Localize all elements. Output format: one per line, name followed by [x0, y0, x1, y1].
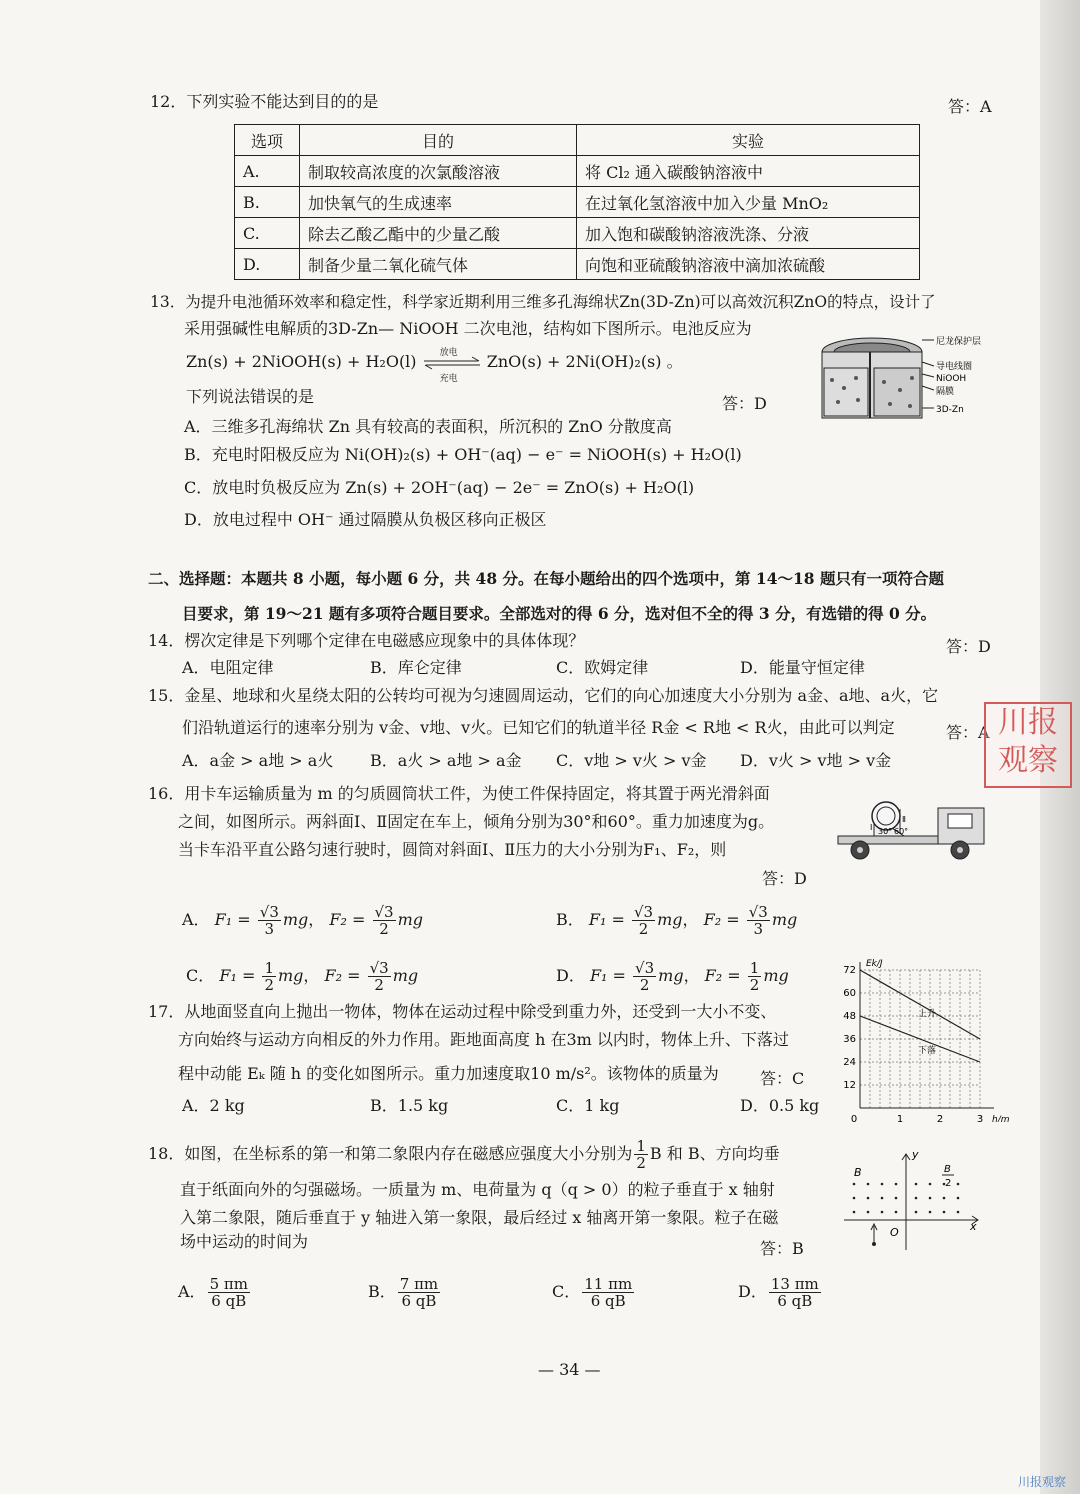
- table-cell: B.: [235, 187, 300, 218]
- fraction: [208, 1276, 250, 1309]
- reaction-left: Zn(s) + 2NiOOH(s) + H₂O(l): [186, 352, 417, 371]
- f1-label: F₁ =: [219, 966, 256, 985]
- denominator: 6 qB: [590, 1292, 626, 1310]
- q16-option-a: A． F₁ = $\frac{√3}{3}$ mg， F₂ = $\frac{√3}{2}$ mg: [182, 903, 424, 938]
- q13-answer: 答：D: [722, 394, 767, 413]
- denominator: 6 qB: [777, 1292, 813, 1310]
- arrow-top-label: 放电: [439, 347, 458, 358]
- q14-option-b: B．库仑定律: [370, 658, 462, 677]
- slope-label: Ⅱ: [902, 815, 906, 824]
- option-label: D．: [738, 1282, 767, 1301]
- figure-label: 导电线圈: [936, 362, 973, 372]
- mg: mg: [278, 966, 304, 985]
- fraction: [769, 1276, 821, 1309]
- fraction: [398, 1276, 440, 1309]
- option-label: A．: [178, 1282, 206, 1301]
- x-tick-label: 0: [850, 1114, 858, 1122]
- q15-line2: 们沿轨道运行的速率分别为 v金、v地、v火。已知它们的轨道半径 R金 < R地 < R火，由此可以判定: [182, 718, 895, 737]
- q12-stem: 12．下列实验不能达到目的的是: [150, 92, 379, 111]
- fraction: [633, 960, 656, 993]
- table-header: 实验: [577, 125, 920, 156]
- origin-label: O: [890, 1226, 899, 1239]
- f1-label: F₁ =: [589, 966, 626, 985]
- fraction: [747, 904, 770, 937]
- angle-label: 60°: [894, 827, 909, 836]
- stamp-line: 川报: [998, 705, 1058, 740]
- figure-label: 隔膜: [936, 387, 955, 397]
- mg: mg: [392, 966, 419, 985]
- axis-x-label: x: [970, 1220, 977, 1233]
- field-label-b: B: [854, 1166, 862, 1179]
- option-label: C．: [552, 1282, 581, 1301]
- q18-option-d: [738, 1270, 823, 1314]
- fraction: [368, 960, 391, 993]
- q18-answer: 答：B: [760, 1239, 804, 1258]
- denominator: 2: [638, 920, 649, 938]
- reaction-right: ZnO(s) + 2Ni(OH)₂(s) 。: [486, 352, 683, 371]
- mg: mg: [397, 910, 424, 929]
- figure-label: NiOOH: [936, 374, 967, 384]
- stamp-line: 观察: [998, 743, 1058, 778]
- numerator: 7 πm: [399, 1275, 439, 1293]
- series-label: 上升: [918, 1009, 937, 1020]
- denominator: 2: [264, 976, 274, 994]
- f1-label: F₁ =: [214, 910, 251, 929]
- q14-answer: 答：D: [946, 637, 991, 656]
- f2-label: F₂ =: [324, 966, 361, 985]
- table-row: [235, 218, 920, 249]
- denominator: 3: [753, 920, 764, 938]
- option-label: C．: [186, 966, 215, 985]
- table-row: [235, 249, 920, 280]
- slope-label: Ⅰ: [870, 823, 873, 832]
- series-line: [860, 970, 980, 1039]
- q18-option-c: [552, 1270, 636, 1314]
- q17-option-d: D．0.5 kg: [740, 1096, 820, 1115]
- denominator: 3: [264, 920, 275, 938]
- q13-option-a: A．三维多孔海绵状 Zn 具有较高的表面积，所沉积的 ZnO 分散度高: [184, 417, 672, 436]
- q16-line3: 当卡车沿平直公路匀速行驶时，圆筒对斜面Ⅰ、Ⅱ压力的大小分别为F₁、F₂，则: [178, 840, 727, 859]
- q17-option-c: C．1 kg: [556, 1096, 620, 1115]
- y-tick-label: 72: [843, 965, 856, 976]
- q14-stem: 14．楞次定律是下列哪个定律在电磁感应现象中的具体体现？: [148, 631, 585, 650]
- numerator: √3: [374, 903, 394, 921]
- q18-option-a: [178, 1270, 252, 1314]
- q17-line2: 方向始终与运动方向相反的外力作用。距地面高度 h 在3m 以内时，物体上升、下落过: [178, 1030, 789, 1049]
- figure-label: 3D-Zn: [936, 405, 964, 415]
- figure-label: 尼龙保护层: [936, 337, 982, 347]
- mg: mg: [658, 966, 684, 985]
- battery-structure-figure: [814, 330, 994, 430]
- q17-option-b: B．1.5 kg: [370, 1096, 449, 1115]
- q16-line1: 16．用卡车运输质量为 m 的匀质圆筒状工件，为使工件保持固定，将其置于两光滑斜面: [148, 784, 770, 803]
- q18-line3: 入第二象限，随后垂直于 y 轴进入第一象限，最后经过 x 轴离开第一象限。粒子在磁: [180, 1208, 779, 1227]
- f1-label: F₁ =: [588, 910, 625, 929]
- table-cell: 制备少量二氧化硫气体: [300, 249, 577, 280]
- q18-line1-tail: B 和 B、方向均垂: [649, 1144, 780, 1163]
- q12-answer: 答：A: [948, 97, 992, 116]
- q15-option-a: A．a金 > a地 > a火: [182, 751, 334, 770]
- denominator: 2: [636, 1154, 646, 1172]
- numerator: √3: [748, 903, 768, 921]
- fraction: [262, 960, 276, 993]
- truck-figure: [834, 796, 994, 868]
- x-tick-label: 3: [976, 1114, 984, 1122]
- q18-option-b: [368, 1270, 442, 1314]
- option-label: B．: [556, 910, 584, 929]
- mg: mg: [657, 910, 683, 929]
- numerator: √3: [633, 903, 654, 921]
- q18-line1: [148, 1138, 780, 1174]
- y-axis-label: Ek/J: [866, 959, 883, 969]
- arrow-bottom-label: 充电: [439, 373, 458, 384]
- fraction: [373, 904, 396, 937]
- q14-option-c: C．欧姆定律: [556, 658, 649, 677]
- x-tick-label: 1: [896, 1114, 904, 1122]
- field-label-b-half-d: 2: [945, 1178, 952, 1189]
- q15-line1: 15．金星、地球和火星绕太阳的公转均可视为匀速圆周运动，它们的向心加速度大小分别为 a金、a地、a火，它: [148, 686, 939, 705]
- q14-option-a: A．电阻定律: [182, 658, 274, 677]
- denominator: 2: [639, 976, 650, 994]
- option-label: D．: [556, 966, 585, 985]
- q17-line3: 程中动能 Eₖ 随 h 的变化如图所示。重力加速度取10 m/s²。该物体的质量为: [178, 1064, 719, 1083]
- field-label-b-half-n: B: [944, 1164, 951, 1175]
- q13-option-c: C．放电时负极反应为 Zn(s) + 2OH⁻(aq) − 2e⁻ = ZnO(s) + H₂O(l): [184, 478, 695, 497]
- table-cell: A.: [235, 156, 300, 187]
- table-cell: 向饱和亚硫酸钠溶液中滴加浓硫酸: [577, 249, 920, 280]
- fraction: [582, 1276, 634, 1309]
- q18-line4: 场中运动的时间为: [180, 1232, 309, 1251]
- f2-label: F₂ =: [704, 966, 741, 985]
- fraction: [632, 904, 655, 937]
- mg: mg: [282, 910, 309, 929]
- q13-reaction: [186, 347, 683, 384]
- newspaper-stamp: [984, 702, 1072, 788]
- mg: mg: [763, 966, 789, 985]
- y-tick-label: 12: [843, 1080, 856, 1091]
- q17-option-a: A．2 kg: [182, 1096, 245, 1115]
- section2-line2: 目要求，第 19～21 题有多项符合题目要求。全部选对的得 6 分，选对但不全的得 3 分，有选错的得 0 分。: [182, 604, 937, 623]
- q13-line1: 13．为提升电池循环效率和稳定性，科学家近期利用三维多孔海绵状Zn(3D-Zn)可以高效沉积ZnO的特点，设计了: [150, 293, 936, 311]
- ek-h-chart: [838, 956, 1024, 1122]
- numerator: 1: [749, 959, 760, 977]
- numerator: √3: [635, 959, 655, 977]
- series-label: 下落: [918, 1046, 937, 1056]
- numerator: 11 πm: [584, 1275, 633, 1293]
- table-row: [235, 187, 920, 218]
- fraction: [634, 1138, 648, 1171]
- reversible-arrow: [422, 347, 482, 384]
- table-header: 目的: [300, 125, 577, 156]
- q18-line1-text: 18．如图，在坐标系的第一和第二象限内存在磁感应强度大小分别为: [148, 1144, 633, 1163]
- angle-label: 30°: [878, 827, 893, 836]
- denominator: 2: [379, 920, 389, 938]
- numerator: √3: [259, 903, 279, 921]
- q13-question: 下列说法错误的是: [186, 387, 315, 406]
- q13-option-b: B．充电时阳极反应为 Ni(OH)₂(s) + OH⁻(aq) − e⁻ = NiOOH(s) + H₂O(l): [184, 445, 742, 464]
- q12-table: [234, 124, 920, 280]
- x-axis-label: h/m: [992, 1115, 1010, 1122]
- fraction: [748, 960, 762, 993]
- denominator: 6 qB: [401, 1292, 437, 1310]
- y-tick-label: 36: [843, 1034, 856, 1045]
- y-tick-label: 24: [843, 1057, 856, 1068]
- table-header: 选项: [235, 125, 300, 156]
- q17-answer: 答：C: [760, 1069, 805, 1088]
- q15-option-c: C．v地 > v火 > v金: [556, 751, 707, 770]
- y-tick-label: 60: [843, 988, 856, 999]
- table-row: [235, 156, 920, 187]
- option-label: A．: [182, 910, 210, 929]
- table-cell: 除去乙酸乙酯中的少量乙酸: [300, 218, 577, 249]
- q16-line2: 之间，如图所示。两斜面Ⅰ、Ⅱ固定在车上，倾角分别为30°和60°。重力加速度为g。: [178, 812, 775, 831]
- numerator: √3: [369, 959, 389, 977]
- denominator: 2: [374, 976, 384, 994]
- mg: mg: [771, 910, 798, 929]
- y-tick-label: 48: [843, 1011, 856, 1022]
- x-tick-label: 2: [936, 1114, 944, 1122]
- table-cell: 将 Cl₂ 通入碳酸钠溶液中: [577, 156, 920, 187]
- denominator: 2: [749, 976, 760, 994]
- q16-answer: 答：D: [762, 869, 807, 888]
- table-cell: 制取较高浓度的次氯酸溶液: [300, 156, 577, 187]
- numerator: 5 πm: [209, 1275, 248, 1293]
- table-cell: 加快氧气的生成速率: [300, 187, 577, 218]
- watermark: 川报观察: [1017, 1475, 1066, 1489]
- section2-line1: 二、选择题：本题共 8 小题，每小题 6 分，共 48 分。在每小题给出的四个选项中，第 14～18 题只有一项符合题: [148, 569, 944, 588]
- q18-line2: 直于纸面向外的匀强磁场。一质量为 m、电荷量为 q（q > 0）的粒子垂直于 x 轴射: [180, 1180, 775, 1199]
- table-cell: C.: [235, 218, 300, 249]
- denominator: 6 qB: [211, 1292, 247, 1310]
- q14-option-d: D．能量守恒定律: [740, 658, 865, 677]
- f2-label: F₂ =: [703, 910, 740, 929]
- axis-y-label: y: [912, 1148, 919, 1161]
- numerator: 1: [636, 1137, 646, 1155]
- q16-option-d: D． F₁ = $\frac{√3}{2}$ mg， F₂ = $\frac{1}{2}$ mg: [556, 959, 789, 994]
- q15-option-d: D．v火 > v地 > v金: [740, 751, 892, 770]
- q15-answer: 答：A: [946, 723, 990, 742]
- numerator: 1: [264, 959, 274, 977]
- numerator: 13 πm: [770, 1275, 819, 1293]
- q15-option-b: B．a火 > a地 > a金: [370, 751, 522, 770]
- q13-option-d: D．放电过程中 OH⁻ 通过隔膜从负极区移向正极区: [184, 510, 547, 529]
- table-cell: 加入饱和碳酸钠溶液洗涤、分液: [577, 218, 920, 249]
- q17-line1: 17．从地面竖直向上抛出一物体，物体在运动过程中除受到重力外，还受到一大小不变、: [148, 1002, 777, 1021]
- q16-option-b: B． F₁ = $\frac{√3}{2}$ mg， F₂ = $\frac{√3}{3}$ mg: [556, 903, 798, 938]
- page-number: — 34 —: [538, 1360, 601, 1379]
- magnetic-field-figure: [840, 1148, 990, 1252]
- table-cell: D.: [235, 249, 300, 280]
- table-cell: 在过氧化氢溶液中加入少量 MnO₂: [577, 187, 920, 218]
- table-header-row: [235, 125, 920, 156]
- option-label: B．: [368, 1282, 396, 1301]
- f2-label: F₂ =: [329, 910, 366, 929]
- q13-line2: 采用强碱性电解质的3D-Zn— NiOOH 二次电池，结构如下图所示。电池反应为: [184, 319, 752, 338]
- fraction: [258, 904, 281, 937]
- q16-option-c: C． F₁ = $\frac{1}{2}$ mg， F₂ = $\frac{√3}{2}$ mg: [186, 959, 419, 994]
